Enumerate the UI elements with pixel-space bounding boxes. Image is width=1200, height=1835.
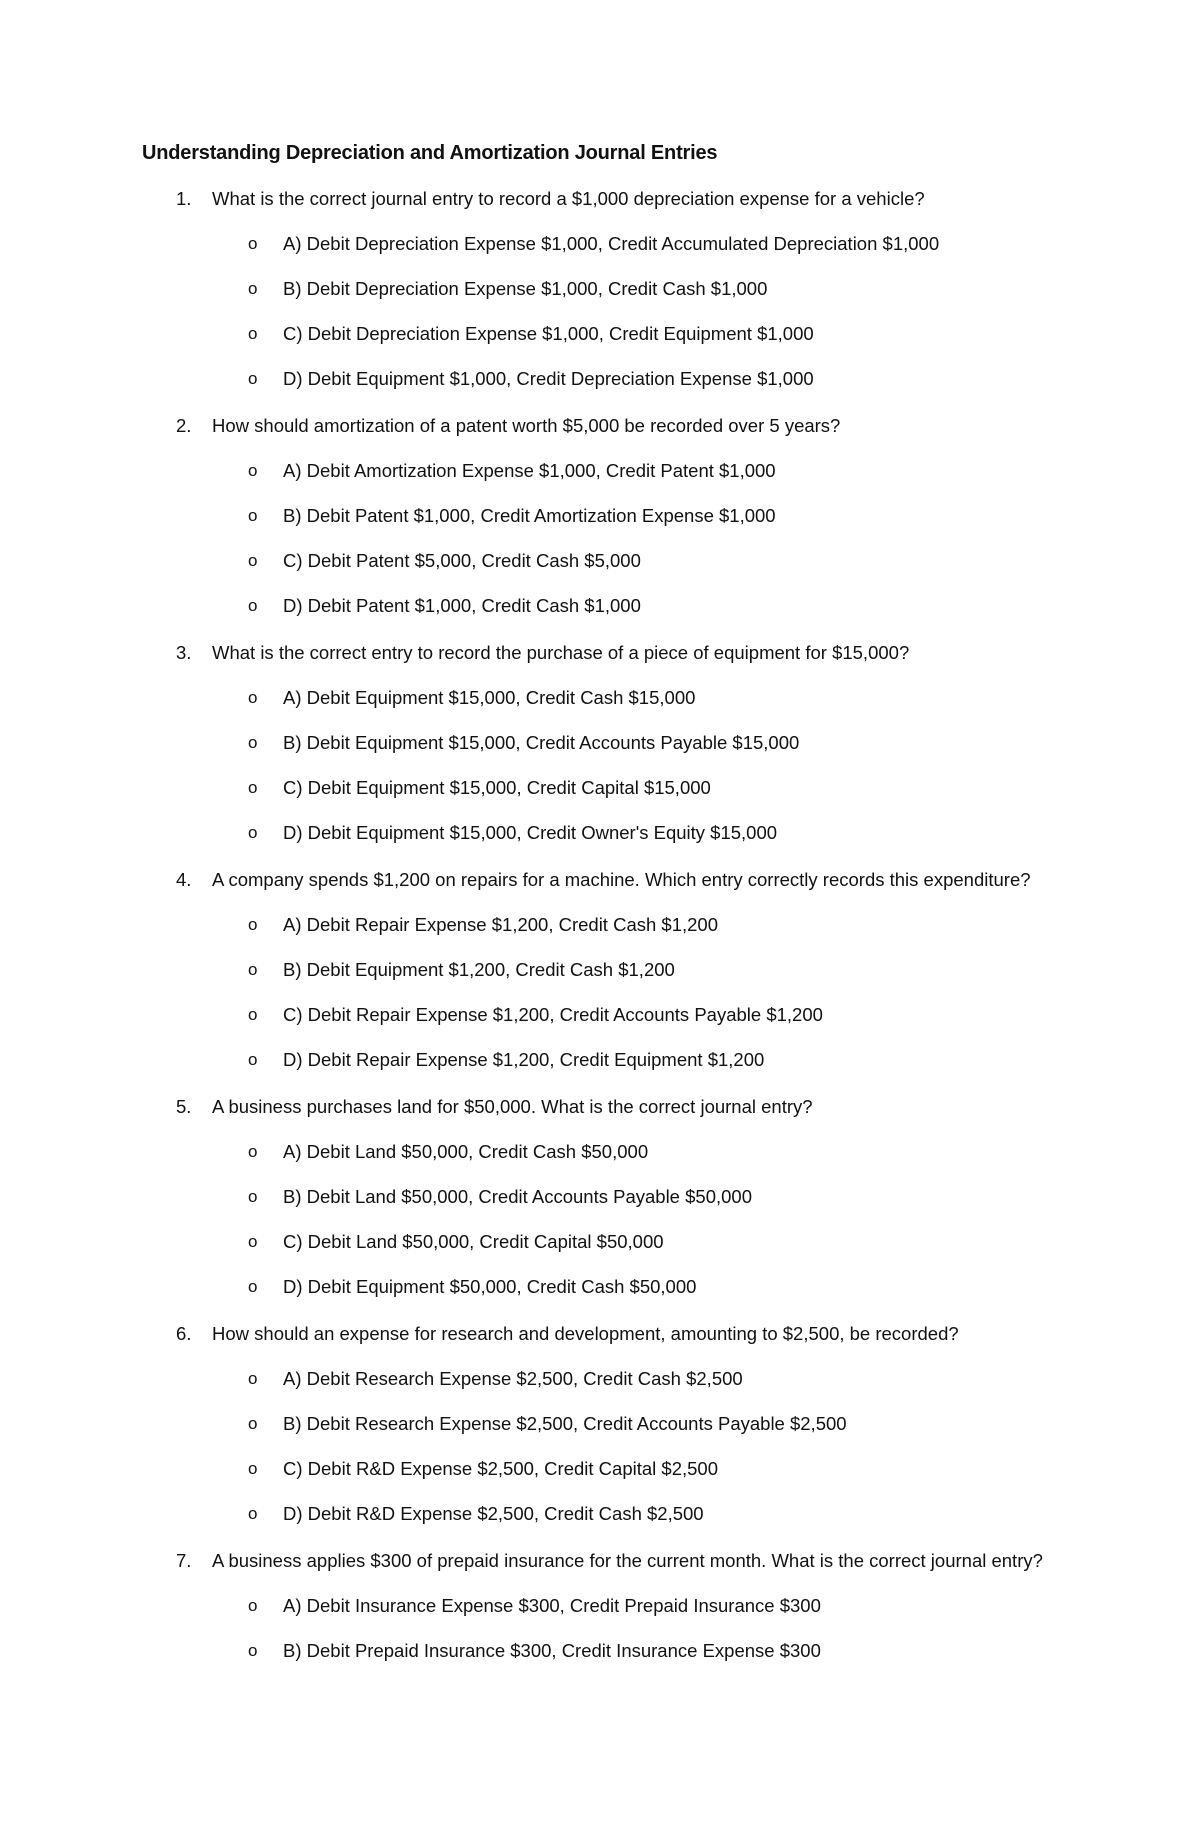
question-number: 2.: [176, 415, 192, 436]
circle-bullet-icon: o: [248, 915, 258, 934]
answer-option: [0, 457, 1200, 485]
answer-option-text: D) Debit Equipment $1,000, Credit Depreciation Expense $1,000: [283, 368, 814, 389]
answer-option-text: B) Debit Research Expense $2,500, Credit Accounts Payable $2,500: [283, 1413, 847, 1434]
circle-bullet-icon: o: [248, 506, 258, 525]
question-text: What is the correct journal entry to record a $1,000 depreciation expense for a vehicle?: [212, 188, 925, 209]
answer-option: [0, 320, 1200, 348]
circle-bullet-icon: o: [248, 1596, 258, 1615]
answer-option-text: C) Debit Repair Expense $1,200, Credit Accounts Payable $1,200: [283, 1004, 823, 1025]
answer-option: [0, 1500, 1200, 1528]
answer-option-text: A) Debit Land $50,000, Credit Cash $50,000: [283, 1141, 649, 1162]
answer-option-text: C) Debit Patent $5,000, Credit Cash $5,000: [283, 550, 641, 571]
answer-option-text: A) Debit Depreciation Expense $1,000, Credit Accumulated Depreciation $1,000: [283, 233, 940, 254]
question-text: How should an expense for research and development, amounting to $2,500, be recorded?: [212, 1323, 959, 1344]
answer-option-text: B) Debit Land $50,000, Credit Accounts Payable $50,000: [283, 1186, 752, 1207]
circle-bullet-icon: o: [248, 279, 258, 298]
answer-options: [0, 230, 1200, 393]
answer-option-text: D) Debit Equipment $50,000, Credit Cash $50,000: [283, 1276, 697, 1297]
answer-options: [0, 457, 1200, 620]
answer-option-text: D) Debit Equipment $15,000, Credit Owner's Equity $15,000: [283, 822, 778, 843]
answer-option: [0, 684, 1200, 712]
question-item: [0, 866, 1200, 1074]
answer-options: [0, 911, 1200, 1074]
circle-bullet-icon: o: [248, 1187, 258, 1206]
answer-option: [0, 365, 1200, 393]
answer-option: [0, 1410, 1200, 1438]
answer-option-text: A) Debit Repair Expense $1,200, Credit Cash $1,200: [283, 914, 719, 935]
document-title: Understanding Depreciation and Amortization Journal Entries: [142, 142, 718, 164]
answer-option: [0, 1455, 1200, 1483]
circle-bullet-icon: o: [248, 596, 258, 615]
question-number: 5.: [176, 1096, 192, 1117]
answer-option: [0, 592, 1200, 620]
answer-option: [0, 1592, 1200, 1620]
circle-bullet-icon: o: [248, 823, 258, 842]
question-item: [0, 1093, 1200, 1301]
circle-bullet-icon: o: [248, 1459, 258, 1478]
question-number: 7.: [176, 1550, 192, 1571]
question-text: A business purchases land for $50,000. What is the correct journal entry?: [212, 1096, 813, 1117]
answer-option: [0, 1138, 1200, 1166]
circle-bullet-icon: o: [248, 1369, 258, 1388]
answer-option: [0, 911, 1200, 939]
question-text: What is the correct entry to record the purchase of a piece of equipment for $15,000?: [212, 642, 910, 663]
answer-option: [0, 1046, 1200, 1074]
answer-option-text: C) Debit Depreciation Expense $1,000, Credit Equipment $1,000: [283, 323, 814, 344]
answer-options: [0, 1365, 1200, 1528]
answer-options: [0, 1138, 1200, 1301]
circle-bullet-icon: o: [248, 461, 258, 480]
circle-bullet-icon: o: [248, 1504, 258, 1523]
circle-bullet-icon: o: [248, 1005, 258, 1024]
circle-bullet-icon: o: [248, 369, 258, 388]
answer-option: [0, 230, 1200, 258]
question-number: 1.: [176, 188, 192, 209]
answer-option-text: D) Debit Patent $1,000, Credit Cash $1,000: [283, 595, 641, 616]
answer-option: [0, 1001, 1200, 1029]
question-number: 4.: [176, 869, 192, 890]
answer-option: [0, 1273, 1200, 1301]
answer-option: [0, 1637, 1200, 1665]
circle-bullet-icon: o: [248, 733, 258, 752]
answer-option-text: D) Debit R&D Expense $2,500, Credit Cash $2,500: [283, 1503, 704, 1524]
answer-option-text: A) Debit Insurance Expense $300, Credit Prepaid Insurance $300: [283, 1595, 821, 1616]
answer-option-text: C) Debit Equipment $15,000, Credit Capital $15,000: [283, 777, 711, 798]
answer-option-text: C) Debit R&D Expense $2,500, Credit Capital $2,500: [283, 1458, 718, 1479]
answer-options: [0, 684, 1200, 847]
question-text: A business applies $300 of prepaid insurance for the current month. What is the correct journal entry?: [212, 1550, 1043, 1571]
answer-option-text: B) Debit Prepaid Insurance $300, Credit Insurance Expense $300: [283, 1640, 821, 1661]
answer-option: [0, 1183, 1200, 1211]
question-item: [0, 639, 1200, 847]
answer-option-text: A) Debit Equipment $15,000, Credit Cash $15,000: [283, 687, 696, 708]
answer-option-text: B) Debit Equipment $1,200, Credit Cash $1,200: [283, 959, 675, 980]
circle-bullet-icon: o: [248, 551, 258, 570]
question-item: [0, 185, 1200, 393]
circle-bullet-icon: o: [248, 960, 258, 979]
circle-bullet-icon: o: [248, 1641, 258, 1660]
question-item: [0, 1320, 1200, 1528]
answer-option: [0, 502, 1200, 530]
answer-option-text: A) Debit Research Expense $2,500, Credit Cash $2,500: [283, 1368, 743, 1389]
answer-option: [0, 275, 1200, 303]
circle-bullet-icon: o: [248, 1050, 258, 1069]
answer-option: [0, 819, 1200, 847]
question-text: A company spends $1,200 on repairs for a machine. Which entry correctly records this expenditure?: [212, 869, 1031, 890]
circle-bullet-icon: o: [248, 778, 258, 797]
answer-options: [0, 1592, 1200, 1665]
question-list: [0, 185, 1200, 1684]
answer-option-text: B) Debit Depreciation Expense $1,000, Credit Cash $1,000: [283, 278, 768, 299]
question-item: [0, 412, 1200, 620]
circle-bullet-icon: o: [248, 688, 258, 707]
answer-option-text: A) Debit Amortization Expense $1,000, Credit Patent $1,000: [283, 460, 776, 481]
question-number: 3.: [176, 642, 192, 663]
answer-option-text: D) Debit Repair Expense $1,200, Credit Equipment $1,200: [283, 1049, 765, 1070]
circle-bullet-icon: o: [248, 1414, 258, 1433]
answer-option-text: C) Debit Land $50,000, Credit Capital $50,000: [283, 1231, 664, 1252]
answer-option: [0, 774, 1200, 802]
answer-option: [0, 1228, 1200, 1256]
circle-bullet-icon: o: [248, 1142, 258, 1161]
answer-option: [0, 956, 1200, 984]
circle-bullet-icon: o: [248, 1232, 258, 1251]
question-text: How should amortization of a patent worth $5,000 be recorded over 5 years?: [212, 415, 841, 436]
circle-bullet-icon: o: [248, 234, 258, 253]
circle-bullet-icon: o: [248, 324, 258, 343]
circle-bullet-icon: o: [248, 1277, 258, 1296]
answer-option: [0, 729, 1200, 757]
question-number: 6.: [176, 1323, 192, 1344]
answer-option: [0, 1365, 1200, 1393]
answer-option-text: B) Debit Patent $1,000, Credit Amortization Expense $1,000: [283, 505, 776, 526]
answer-option: [0, 547, 1200, 575]
answer-option-text: B) Debit Equipment $15,000, Credit Accounts Payable $15,000: [283, 732, 800, 753]
question-item: [0, 1547, 1200, 1665]
